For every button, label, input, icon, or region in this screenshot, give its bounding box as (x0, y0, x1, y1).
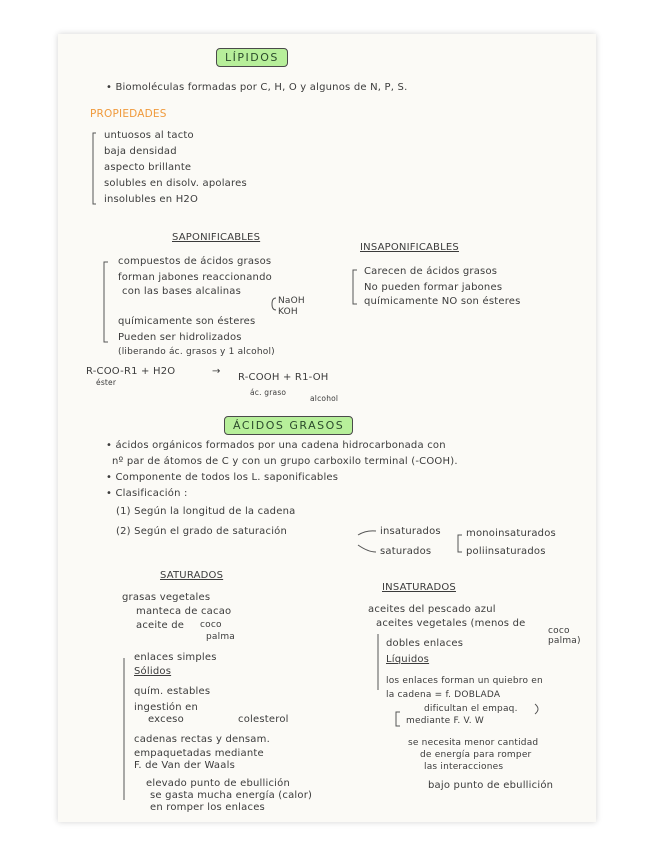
saturados-item: quím. estables (134, 686, 211, 697)
insaturados-item: dobles enlaces (386, 638, 464, 649)
propiedad-item: insolubles en H2O (104, 194, 199, 205)
reaction-left: R-COO-R1 + H2O (86, 366, 176, 377)
reaction-arrow: → (212, 366, 221, 377)
saturados-item: exceso (148, 714, 184, 725)
insaponificable-item: No pueden formar jabones (364, 282, 503, 293)
saturados-item: en romper los enlaces (150, 802, 265, 813)
insaturados-item: aceites del pescado azul (368, 604, 496, 615)
saturados-item: palma (206, 632, 236, 642)
insaturados-item: coco (548, 626, 570, 636)
ag-bullet: • ácidos orgánicos formados por una cadena hidrocarbonada con (106, 440, 446, 451)
insaturados-item: se necesita menor cantidad (408, 738, 539, 748)
insaturados-item: palma) (548, 636, 581, 646)
propiedad-item: aspecto brillante (104, 162, 192, 173)
saponificable-item: compuestos de ácidos grasos (118, 256, 272, 267)
insaponificable-item: químicamente NO son ésteres (364, 296, 521, 307)
insaponificable-item: Carecen de ácidos grasos (364, 266, 498, 277)
ag-bullet: • Clasificación : (106, 488, 188, 499)
saturados-item: manteca de cacao (136, 606, 232, 617)
saturados-item: grasas vegetales (122, 592, 211, 603)
saturados-item: aceite de (136, 620, 185, 631)
base-koh: KOH (278, 307, 298, 317)
saturados-item: colesterol (238, 714, 289, 725)
saponificable-item: Pueden ser hidrolizados (118, 332, 242, 343)
insaturados-item: los enlaces forman un quiebro en (386, 676, 543, 686)
mono-label: monoinsaturados (466, 528, 556, 539)
reaction-label-ester: éster (96, 378, 117, 387)
insaturados-item: bajo punto de ebullición (428, 780, 554, 791)
saturados-item: F. de Van der Waals (134, 760, 235, 771)
insaponificables-heading: INSAPONIFICABLES (360, 242, 459, 253)
saturados-item: coco (200, 620, 222, 630)
insaturados-item: dificultan el empaq. (424, 704, 518, 714)
saturados-item: enlaces simples (134, 652, 217, 663)
saturados-item: elevado punto de ebullición (146, 778, 290, 789)
propiedad-item: untuosos al tacto (104, 130, 194, 141)
saponificable-item: químicamente son ésteres (118, 316, 256, 327)
poli-label: poliinsaturados (466, 546, 546, 557)
reaction-label-acid: ác. graso (250, 388, 287, 397)
clasificacion-2: (2) Según el grado de saturación (116, 526, 288, 537)
insaturados-item: aceites vegetales (menos de (376, 618, 526, 629)
saturados-label: saturados (380, 546, 432, 557)
reaction-label-alcohol: alcohol (310, 394, 339, 403)
ag-bullet: nº par de átomos de C y con un grupo carboxilo terminal (-COOH). (112, 456, 458, 467)
saturados-item: Sólidos (134, 666, 172, 677)
insaturados-item: la cadena = f. DOBLADA (386, 690, 501, 700)
insaturados-heading: INSATURADOS (382, 582, 456, 593)
intro-line: • Biomoléculas formadas por C, H, O y algunos de N, P, S. (106, 82, 408, 93)
propiedad-item: baja densidad (104, 146, 177, 157)
saturados-item: se gasta mucha energía (calor) (150, 790, 313, 801)
saturados-item: cadenas rectas y densam. (134, 734, 270, 745)
acidos-grasos-heading: ÁCIDOS GRASOS (224, 416, 353, 435)
insaturados-item: Líquidos (386, 654, 430, 665)
clasificacion-1: (1) Según la longitud de la cadena (116, 506, 296, 517)
ag-bullet: • Componente de todos los L. saponificables (106, 472, 339, 483)
insaturados-item: mediante F. V. W (406, 716, 484, 726)
insaturados-label: insaturados (380, 526, 441, 537)
saponificable-item: (liberando ác. grasos y 1 alcohol) (118, 347, 275, 357)
saturados-heading: SATURADOS (160, 570, 224, 581)
saturados-item: empaquetadas mediante (134, 748, 264, 759)
saturados-item: ingestión en (134, 702, 199, 713)
reaction-right: R-COOH + R1-OH (238, 372, 329, 383)
insaturados-item: las interacciones (424, 762, 504, 772)
insaturados-item: de energía para romper (420, 750, 532, 760)
propiedades-heading: PROPIEDADES (90, 108, 167, 120)
saponificables-heading: SAPONIFICABLES (172, 232, 261, 243)
base-naoh: NaOH (278, 296, 305, 306)
saponificable-item: con las bases alcalinas (122, 286, 242, 297)
propiedad-item: solubles en disolv. apolares (104, 178, 247, 189)
saponificable-item: forman jabones reaccionando (118, 272, 272, 283)
page-title: LÍPIDOS (216, 48, 288, 67)
